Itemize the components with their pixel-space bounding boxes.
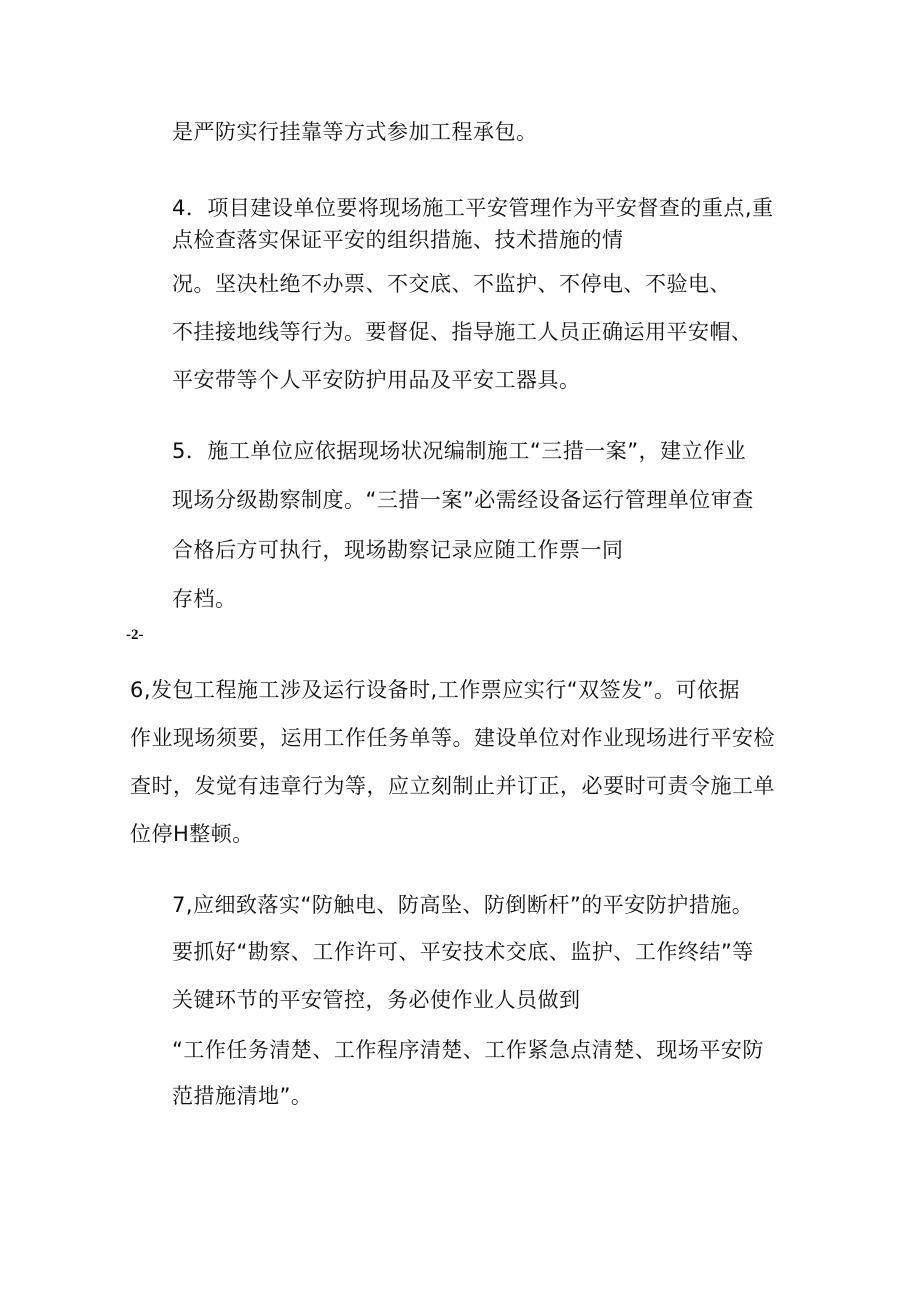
item-4-line-3: 况。坚决杜绝不办票、不交底、不监护、不停电、不验电、 xyxy=(172,272,731,296)
item-6-line-3: 查时，发觉有违章行为等，应立刻制止并订正，必要时可责令施工单 xyxy=(130,774,775,798)
item-5-line-2: 现场分级勘察制度。“三措一案”必需经设备运行管理单位审查 xyxy=(172,488,754,512)
item-4-line-5: 平安带等个人平安防护用品及平安工器具。 xyxy=(172,368,581,392)
item-4-line-4: 不挂接地线等行为。要督促、指导施工人员正确运用平安帽、 xyxy=(172,320,753,344)
item-4-line-2: 点检查落实保证平安的组织措施、技术措施的情 xyxy=(172,228,624,252)
page-number: -2- xyxy=(126,627,144,643)
item-7-line-5: 范措施清地”。 xyxy=(172,1084,313,1108)
item-4-line-1: 4．项目建设单位要将现场施工平安管理作为平安督查的重点,重 xyxy=(172,196,774,220)
item-7-line-1: 7,应细致落实“防触电、防高坠、防倒断杆”的平安防护措施。 xyxy=(172,893,754,917)
item-6-line-1: 6,发包工程施工涉及运行设备时,工作票应实行“双签发”。可依据 xyxy=(130,678,740,702)
item-7-line-4: “工作任务清楚、工作程序清楚、工作紧急点清楚、现场平安防 xyxy=(172,1038,764,1062)
item-7-line-2: 要抓好“勘察、工作许可、平安技术交底、监护、工作终结”等 xyxy=(172,940,754,964)
item-7-line-3: 关键环节的平安管控，务必使作业人员做到 xyxy=(172,988,581,1012)
item-5-line-1: 5．施工单位应依据现场状况编制施工“三措一案”，建立作业 xyxy=(172,439,747,463)
item-5-line-3: 合格后方可执行，现场勘察记录应随工作票一同 xyxy=(172,538,624,562)
item-5-line-4: 存档。 xyxy=(172,587,237,611)
intro-line: 是严防实行挂靠等方式参加工程承包。 xyxy=(172,120,538,144)
item-6-line-2: 作业现场须要，运用工作任务单等。建设单位对作业现场进行平安检 xyxy=(130,726,775,750)
item-6-line-4: 位停H整顿。 xyxy=(130,822,254,846)
